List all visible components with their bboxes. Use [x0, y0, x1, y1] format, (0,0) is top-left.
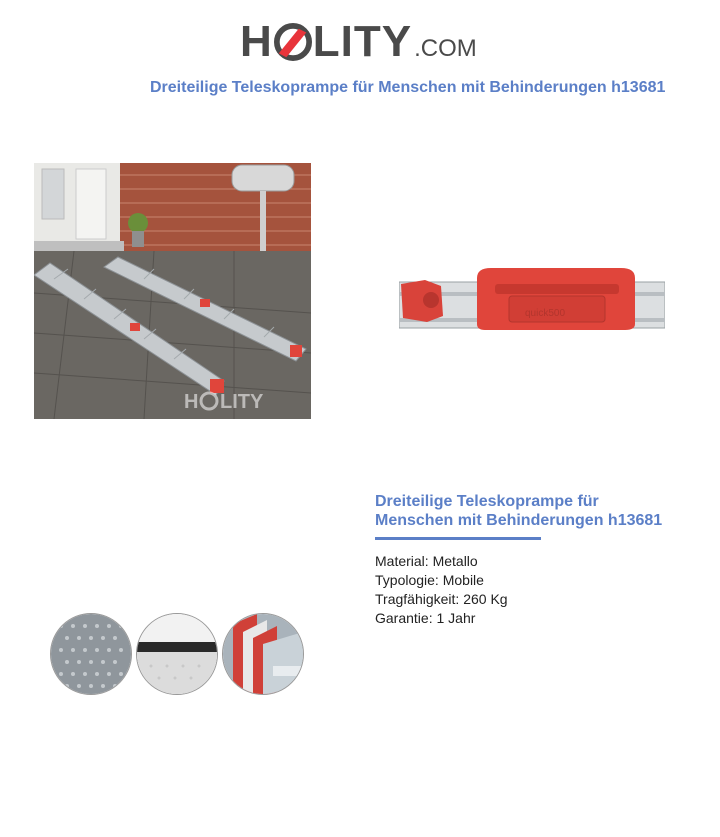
logo-letter-h: H: [240, 17, 273, 66]
thumbnail-edge-profile[interactable]: [136, 613, 218, 695]
detail-thumbnails: [50, 613, 306, 695]
logo-domain: .COM: [414, 35, 477, 62]
page-title: Dreiteilige Teleskoprampe für Menschen mit Behinderungen h13681: [150, 79, 666, 96]
thumbnail-surface-texture[interactable]: [50, 613, 132, 695]
photo-watermark: [184, 391, 264, 413]
product-details: [375, 492, 675, 628]
product-title: Dreiteilige Teleskoprampe für Menschen mit Behinderungen h13681: [375, 493, 663, 529]
logo-letters-lity: LITY: [312, 17, 413, 66]
product-photo-ramps[interactable]: [34, 163, 311, 419]
handle-label: quick500: [525, 308, 566, 319]
watermark-letter-h: H: [184, 391, 199, 413]
spec-capacity: Tragfähigkeit: 260 Kg: [375, 591, 508, 607]
watermark-letters-lity: LITY: [220, 391, 264, 413]
brand-logo[interactable]: [240, 14, 477, 64]
logo-o-icon: [274, 23, 312, 61]
spec-material: Material: Metallo: [375, 553, 478, 569]
spec-warranty: Garantie: 1 Jahr: [375, 610, 476, 626]
spec-typology: Typologie: Mobile: [375, 572, 484, 588]
spec-list: [375, 552, 675, 628]
product-photo-handle[interactable]: [399, 266, 665, 336]
title-divider: [375, 537, 541, 540]
thumbnail-stacked-sections[interactable]: [222, 613, 304, 695]
